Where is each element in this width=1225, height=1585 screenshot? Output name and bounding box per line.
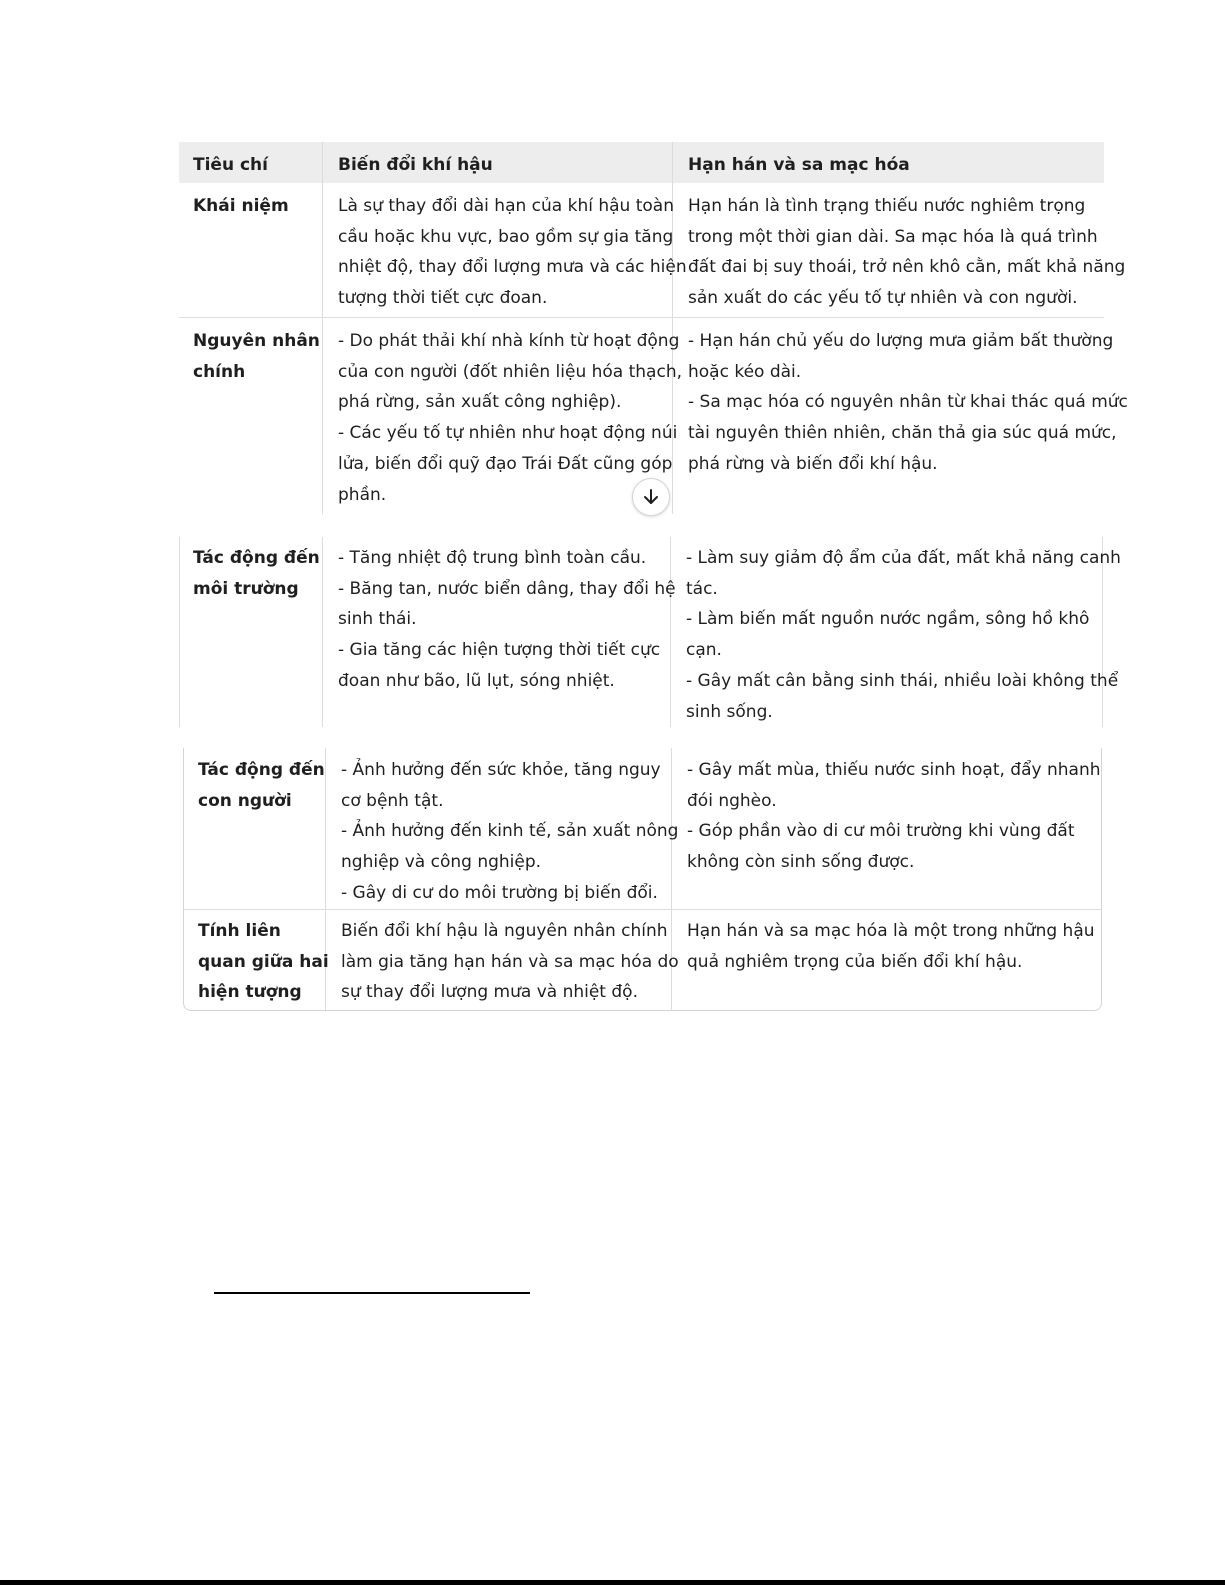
column-divider (322, 537, 323, 727)
row-3-climate: - Tăng nhiệt độ trung bình toàn cầu. - Băng tan, nước biển dâng, thay đổi hệ sinh thái. - Gia tăng các hiện tượng thời tiết cực đoan như bão, lũ lụt, sóng nhiệt. (338, 548, 676, 691)
row-2-drought: - Hạn hán chủ yếu do lượng mưa giảm bất thường hoặc kéo dài. - Sa mạc hóa có nguyên nhân từ khai thác quá mức tài nguyên thiên nhiên, chăn thả gia súc quá mức, phá rừng và biến đổi khí hậu. (688, 331, 1128, 474)
row-1-climate: Là sự thay đổi dài hạn của khí hậu toàn cầu hoặc khu vực, bao gồm sự gia tăng nhiệt độ, thay đổi lượng mưa và các hiện tượng thời tiết cực đoan. (338, 196, 687, 309)
header-climate-change: Biến đổi khí hậu (338, 155, 493, 175)
arrow-down-icon (641, 487, 661, 507)
row-5-climate: Biến đổi khí hậu là nguyên nhân chính làm gia tăng hạn hán và sa mạc hóa do sự thay đổi lượng mưa và nhiệt độ. (341, 921, 679, 1003)
row-5-drought: Hạn hán và sa mạc hóa là một trong những hậu quả nghiêm trọng của biến đổi khí hậu. (687, 921, 1095, 972)
scroll-down-button[interactable] (632, 478, 670, 516)
table-left-border (179, 537, 180, 727)
row-2-criterion: Nguyên nhân chính (193, 331, 320, 382)
column-divider (322, 142, 323, 514)
page-bottom-border (0, 1580, 1225, 1585)
table-header (179, 142, 1104, 183)
header-criteria: Tiêu chí (193, 155, 268, 175)
row-divider (183, 909, 1102, 910)
row-4-drought: - Gây mất mùa, thiếu nước sinh hoạt, đẩy nhanh đói nghèo. - Góp phần vào di cư môi trường khi vùng đất không còn sinh sống được. (687, 760, 1101, 873)
row-3-drought: - Làm suy giảm độ ẩm của đất, mất khả năng canh tác. - Làm biến mất nguồn nước ngầm, sông hồ khô cạn. - Gây mất cân bằng sinh thái, nhiều loài không thể sinh sống. (686, 548, 1121, 722)
row-4-climate: - Ảnh hưởng đến sức khỏe, tăng nguy cơ bệnh tật. - Ảnh hưởng đến kinh tế, sản xuất nông nghiệp và công nghiệp. - Gây di cư do môi trường bị biến đổi. (341, 760, 679, 903)
row-divider (179, 317, 1104, 318)
row-5-criterion: Tính liên quan giữa hai hiện tượng (198, 921, 329, 1003)
header-drought-desertification: Hạn hán và sa mạc hóa (688, 155, 910, 175)
row-2-climate: - Do phát thải khí nhà kính từ hoạt động của con người (đốt nhiên liệu hóa thạch, phá rừng, sản xuất công nghiệp). - Các yếu tố tự nhiên như hoạt động núi lửa, biến đổi quỹ đạo Trái Đất cũng góp phần. (338, 331, 683, 505)
row-1-criterion: Khái niệm (193, 196, 289, 216)
row-3-criterion: Tác động đến môi trường (193, 548, 320, 599)
row-4-criterion: Tác động đến con người (198, 760, 325, 811)
row-1-drought: Hạn hán là tình trạng thiếu nước nghiêm trọng trong một thời gian dài. Sa mạc hóa là quá trình đất đai bị suy thoái, trở nên khô cằn, mất khả năng sản xuất do các yếu tố tự nhiên và con người. (688, 196, 1126, 309)
footnote-separator (214, 1292, 530, 1294)
